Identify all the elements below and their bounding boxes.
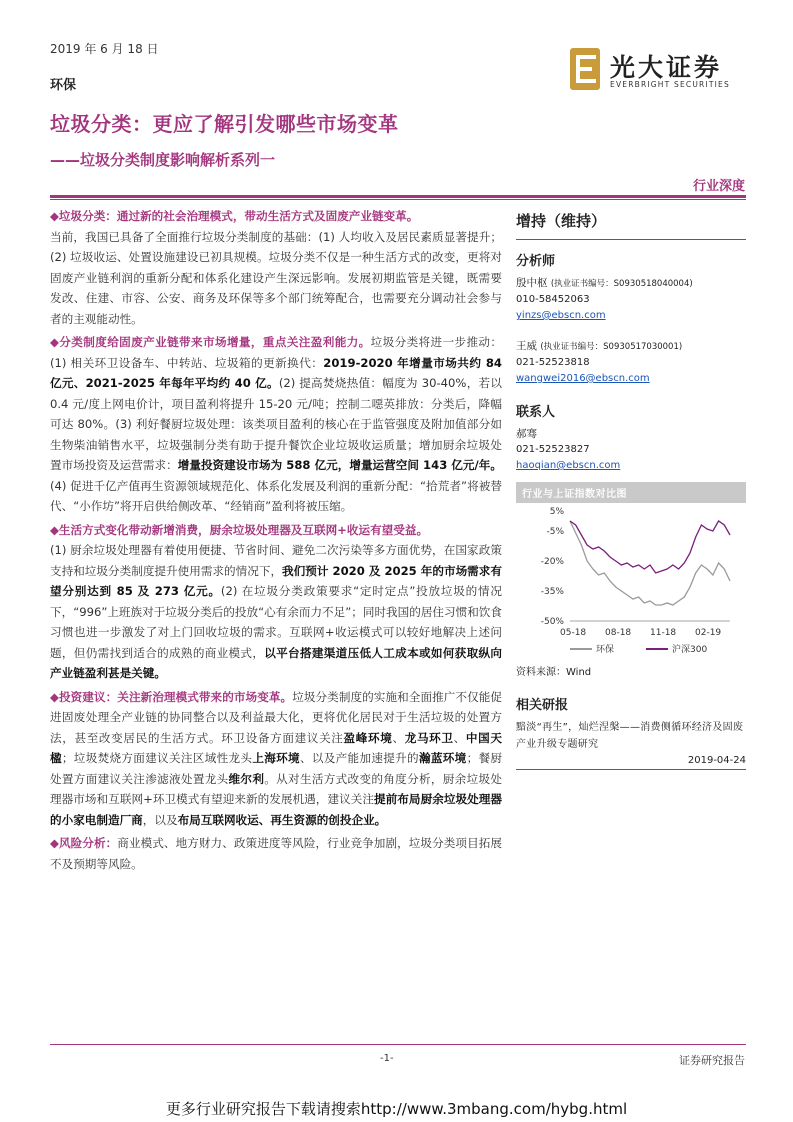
section-3-bold-a: 我们预计 2020 及 2025 年的市场需求有望分别达到 85 及 273 亿元。 <box>50 563 502 598</box>
footer-divider <box>50 1044 746 1045</box>
related-heading: 相关研报 <box>516 698 569 713</box>
main-body <box>50 206 502 877</box>
company-name: 维尔利 <box>228 771 265 786</box>
series-line-huanbao <box>570 521 730 605</box>
section-2-bold-a: 2019-2020 年增量市场共约 84 亿元、2021-2025 年每年平均约 40 亿。 <box>50 355 502 390</box>
footer-label: 证券研究报告 <box>679 1054 745 1067</box>
section-1-text: 当前，我国已具备了全面推行垃圾分类制度的基础：(1) 人均收入及居民素质显著提升；(2) 垃圾收运、处置设施建设已初具规模。垃圾分类不仅是一种生活方式的改变，更将对固废产业链利润的重新分配和体系化建设产生深远影响。发展初期监管是关键，既需要发改、住建、市容、公安、商务及环保等多个部门统筹配合，也需要充分调动社会参与者的主观能动性。 <box>50 229 502 326</box>
section-4-bold-b: 布局互联网收运、再生资源的创投企业。 <box>177 812 387 827</box>
section-4-text-a: 垃圾分类制度的实施和全面推广不仅能促进固废处理全产业链的协同整合以及利益最大化，更将优化居民对于生活垃圾的处置方法，甚至改变居民的生活方式。环卫设备方面建议关注 <box>50 689 502 745</box>
y-tick-label: -20% <box>540 557 564 567</box>
logo-mark-icon <box>568 46 604 92</box>
logo-cn-text: 光大证券 <box>610 53 723 82</box>
analyst-email-link[interactable]: wangwei2016@ebscn.com <box>516 373 650 384</box>
contact-heading: 联系人 <box>516 405 556 420</box>
sidebar <box>516 210 746 770</box>
y-tick-label: -35% <box>540 587 564 597</box>
section-1-heading: ◆垃圾分类：通过新的社会治理模式，带动生活方式及固废产业链变革。 <box>50 209 419 223</box>
rating: 增持（维持） <box>516 212 607 230</box>
section-2-heading: ◆分类制度给固废产业链带来市场增量，重点关注盈利能力。 <box>50 335 371 349</box>
company-name: 龙马环卫 <box>404 730 454 745</box>
section-3-text-a: (1) 厨余垃圾处理器有着使用便捷、节省时间、避免二次污染等多方面优势，在国家政策支持和垃圾分类制度提升使用需求的情况下， <box>50 543 502 578</box>
company-name: 上海环境 <box>252 751 300 765</box>
company-name: 瀚蓝环境 <box>418 751 467 765</box>
section-2-text-a: 垃圾分类将进一步推动：(1) 相关环卫设备车、中转站、垃圾箱的更新换代： <box>50 335 502 370</box>
download-banner[interactable]: 更多行业研究报告下载请搜索http://www.3mbang.com/hybg.html <box>165 1100 628 1118</box>
analyst-name: 王威 <box>516 340 537 352</box>
section-4-heading: ◆投资建议：关注新治理模式带来的市场变革。 <box>50 689 293 704</box>
section-1 <box>50 206 502 329</box>
section-4-text-e: 。从对生活方式改变的角度分析，厨余垃圾处理器市场和互联网+环卫模式有望迎来新的发展机遇，建议关注 <box>50 771 502 806</box>
analyst-cert: (执业证书编号：S0930518040004) <box>550 279 693 289</box>
section-3-heading: ◆生活方式变化带动新增消费，厨余垃圾处理器及互联网+收运有望受益。 <box>50 522 429 537</box>
analyst-name: 殷中枢 <box>516 277 548 289</box>
section-4-text-c: 、以及产能加速提升的 <box>299 751 419 765</box>
related-report-date: 2019-04-24 <box>516 755 746 770</box>
analyst-cert: (执业证书编号：S0930517030001) <box>540 342 683 352</box>
related-report-link[interactable]: 黯淡“再生”，灿烂涅槃——消费侧循环经济及固废产业升级专题研究 <box>516 722 744 750</box>
report-title: 垃圾分类：更应了解引发哪些市场变革 <box>50 112 399 136</box>
company-name: 中国天楹 <box>50 730 502 765</box>
legend-label-hs300: 沪深300 <box>672 645 708 655</box>
series-line-hs300 <box>570 521 730 573</box>
analyst-phone: 010-58452063 <box>516 294 590 305</box>
separator: 、 <box>392 730 405 745</box>
analysts-heading: 分析师 <box>516 254 556 269</box>
chart-title: 行业与上证指数对比图 <box>516 482 746 503</box>
logo-en-text: EVERBRIGHT SECURITIES <box>610 80 730 89</box>
contact-name: 郝骞 <box>516 428 537 440</box>
y-tick-label: -50% <box>540 617 564 627</box>
section-3-bold-b: 以平台搭建渠道压低人工成本或如何获取纵向产业链盈利甚是关键。 <box>50 645 502 680</box>
section-4-text-f: ，以及 <box>142 812 178 827</box>
x-tick-label: 02-19 <box>695 628 722 638</box>
company-name: 盈峰环境 <box>343 730 393 745</box>
contact-email-link[interactable]: haoqian@ebscn.com <box>516 460 621 471</box>
section-3 <box>50 520 502 684</box>
comparison-chart <box>516 503 746 658</box>
x-tick-label: 08-18 <box>605 628 632 638</box>
sector-label: 环保 <box>50 78 77 93</box>
y-tick-label: 5% <box>549 507 564 517</box>
section-4 <box>50 687 502 831</box>
section-5-heading: ◆风险分析： <box>50 836 118 850</box>
section-4-bold-a: 提前布局厨余垃圾处理器的小家电制造厂商 <box>50 792 502 827</box>
section-4-text-b: ；垃圾焚烧方面建议关注区域性龙头 <box>61 751 253 765</box>
analyst-phone: 021-52523818 <box>516 357 590 368</box>
section-2-text-c: (4) 促进千亿产值再生资源领域规范化、体系化发展及利润的重新分配：“拾荒者”将被替代、“小作坊”将开启供给侧改革、“经销商”盈利将被压缩。 <box>50 478 502 513</box>
x-tick-label: 05-18 <box>560 628 587 638</box>
x-tick-label: 11-18 <box>650 628 677 638</box>
page-number: -1- <box>380 1053 394 1064</box>
everbright-logo <box>568 46 748 94</box>
analyst-2 <box>516 338 746 387</box>
header-divider-thin <box>50 199 746 200</box>
analyst-1 <box>516 275 746 324</box>
section-5 <box>50 833 502 874</box>
section-4-text-d: ；餐厨处置方面建议关注渗滤液处置龙头 <box>50 751 502 786</box>
contact-person <box>516 426 746 474</box>
report-type: 行业深度 <box>692 179 745 194</box>
contact-phone: 021-52523827 <box>516 444 590 455</box>
legend-label-huanbao: 环保 <box>596 645 615 655</box>
section-2-text-b: (2) 提高焚烧热值：幅度为 30-40%，若以 0.4 元/度上网电价计，项目盈利将提升 15-20 元/吨；控制二噁英排放：分类后，降幅可达 80%。(3) 利好餐厨垃圾处理：该类项目盈利的核心在于监管强度及附加值部分如生物柴油销售水平，垃圾强制分类有助于提升餐饮企业垃圾收运质量；增加厨余垃圾处置市场投资及运营需求： <box>50 376 503 472</box>
section-3-text-b: (2) 在垃圾分类政策要求“定时定点”投放垃圾的情况下，“996”上班族对于垃圾分类后的投放“心有余而力不足”；同时我国的居住习惯和饮食习惯也进一步激发了对上门回收垃圾的需求。互联网+收运模式可以较好地解决上述问题，但仍需找到适合的成熟的商业模式， <box>50 584 502 660</box>
section-2 <box>50 332 502 517</box>
y-tick-label: -5% <box>546 527 564 537</box>
header-divider <box>50 195 746 198</box>
section-5-text: 商业模式、地方财力、政策进度等风险，行业竞争加剧，垃圾分类项目拓展不及预期等风险。 <box>50 836 502 871</box>
chart-source: 资料来源：Wind <box>516 667 592 678</box>
section-2-bold-b: 增量投资建设市场为 588 亿元，增量运营空间 143 亿元/年。 <box>177 458 502 472</box>
separator: 、 <box>453 730 466 745</box>
sidebar-divider <box>516 239 746 240</box>
report-subtitle: ——垃圾分类制度影响解析系列一 <box>50 151 276 169</box>
report-date: 2019 年 6 月 18 日 <box>50 42 159 56</box>
analyst-email-link[interactable]: yinzs@ebscn.com <box>516 310 606 321</box>
